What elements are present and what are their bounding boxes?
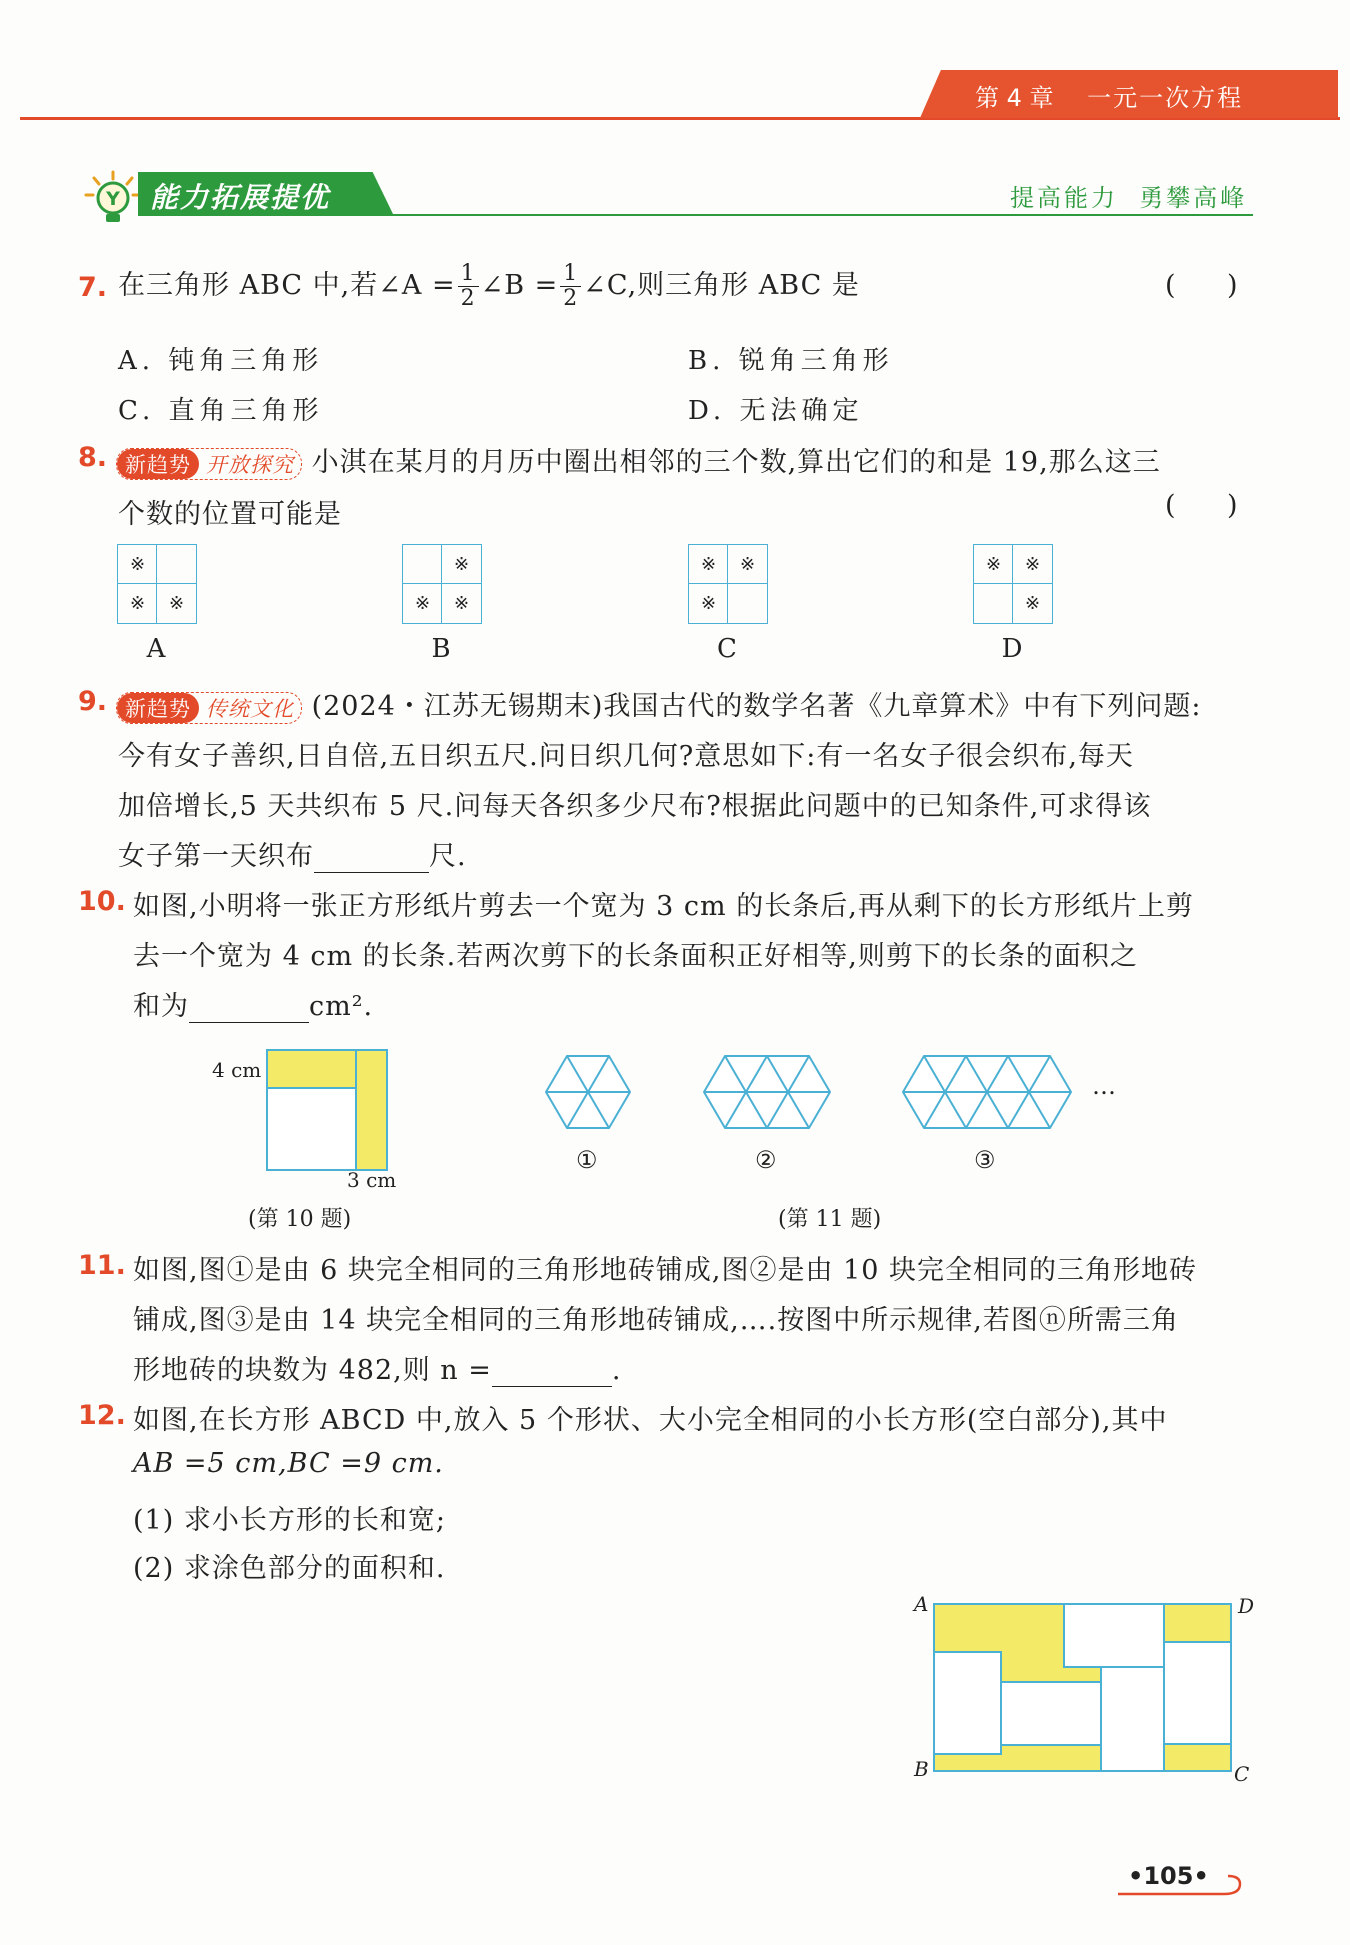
q8-grid-a[interactable] <box>117 544 197 624</box>
q11-line-1: 如图,图①是由 6 块完全相同的三角形地砖铺成,图②是由 10 块完全相同的三角形地砖 <box>133 1255 1198 1286</box>
q7-stem-mid: ∠B = <box>480 270 559 301</box>
q9-tag-topic: 传统文化 <box>206 696 294 721</box>
fig12-vertex-d: D <box>1238 1594 1255 1618</box>
q11-line-2: 铺成,图③是由 14 块完全相同的三角形地砖铺成,….按图中所示规律,若图ⓝ所需三角 <box>133 1305 1179 1336</box>
q10-line-2: 去一个宽为 4 cm 的长条.若两次剪下的长条面积正好相等,则剪下的长条的面积之 <box>133 941 1138 972</box>
q12-number: 12. <box>78 1400 126 1431</box>
q7-option-d[interactable]: D. 无法确定 <box>688 396 864 426</box>
q8-grid-b[interactable] <box>402 544 482 624</box>
q7-answer-paren[interactable]: ( ) <box>1165 270 1238 301</box>
q12-line-1: 如图,在长方形 ABCD 中,放入 5 个形状、大小完全相同的小长方形(空白部分),其中 <box>133 1405 1168 1436</box>
q9-line-2: 今有女子善织,日自倍,五日织五尺.问日织几何?意思如下:有一名女子很会织布,每天 <box>118 741 1134 772</box>
fig10-label-3cm: 3 cm <box>347 1168 397 1192</box>
fig12-vertex-b: B <box>914 1757 929 1781</box>
q7-fraction-1 <box>458 262 479 311</box>
q8-number: 8. <box>78 442 108 473</box>
q8-grid-label-a: A <box>146 634 166 664</box>
fig12-vertex-c: C <box>1234 1762 1250 1786</box>
q10-number: 10. <box>78 886 126 917</box>
q7-number: 7. <box>78 272 108 303</box>
q8-line-1 <box>116 440 1161 480</box>
q9-answer-blank[interactable] <box>314 842 429 873</box>
q8-tag-trend: 新趋势 <box>117 449 199 479</box>
q9-tag-trend: 新趋势 <box>117 693 199 723</box>
grid-mark: ※ <box>414 593 431 614</box>
q11-text-3-post: . <box>611 1355 622 1386</box>
q10-text-3-pre: 和为 <box>133 991 189 1022</box>
fig11-ellipsis: … <box>1092 1072 1116 1100</box>
q8-tag <box>116 448 302 480</box>
q7-frac2-numerator: 1 <box>560 262 581 287</box>
q10-text-3-post: cm². <box>309 991 374 1022</box>
q7-frac1-numerator: 1 <box>458 262 479 287</box>
q9-line-4 <box>118 834 467 873</box>
fig12-vertex-a: A <box>914 1592 929 1616</box>
q7-frac1-denominator: 2 <box>460 286 476 311</box>
grid-mark: ※ <box>453 554 470 575</box>
q11-text-3-pre: 形地砖的块数为 482,则 n = <box>133 1355 492 1386</box>
q8-grid-d[interactable] <box>973 544 1053 624</box>
fig11-label-2: ② <box>755 1146 777 1174</box>
fig11-label-1: ① <box>576 1146 598 1174</box>
q9-tag <box>116 692 302 724</box>
q7-stem <box>118 256 860 316</box>
svg-text:Y: Y <box>106 188 120 210</box>
q8-tag-topic: 开放探究 <box>206 452 294 477</box>
page-corner-arrow-icon <box>1116 1870 1246 1900</box>
q7-option-a[interactable]: A. 钝角三角形 <box>118 346 324 376</box>
fig11-label-3: ③ <box>974 1146 996 1174</box>
q8-answer-paren[interactable]: ( ) <box>1165 490 1238 521</box>
q7-stem-post: ∠C,则三角形 ABC 是 <box>583 270 860 301</box>
fig11-pattern-3 <box>902 1055 1072 1129</box>
q8-line-2: 个数的位置可能是 <box>118 499 342 530</box>
grid-mark: ※ <box>700 593 717 614</box>
q8-grid-label-c: C <box>717 634 737 664</box>
grid-mark: ※ <box>129 554 146 575</box>
grid-mark: ※ <box>985 554 1002 575</box>
q8-grid-label-d: D <box>1001 634 1023 664</box>
q9-text-1: (2024・江苏无锡期末)我国古代的数学名著《九章算术》中有下列问题: <box>311 691 1202 722</box>
q7-frac2-denominator: 2 <box>563 286 579 311</box>
q11-number: 11. <box>78 1250 126 1281</box>
q8-grid-label-b: B <box>431 634 451 664</box>
q9-text-4-pre: 女子第一天织布 <box>118 841 314 872</box>
q9-text-4-post: 尺. <box>429 841 467 872</box>
fig11-pattern-2 <box>703 1055 831 1129</box>
q10-line-3 <box>133 984 373 1023</box>
q7-option-b[interactable]: B. 锐角三角形 <box>688 346 894 376</box>
fig12-rectangle-diagram <box>930 1600 1235 1775</box>
q12-sub-question-1: (1) 求小长方形的长和宽; <box>133 1505 446 1536</box>
fig10-square-diagram <box>265 1048 390 1173</box>
grid-mark: ※ <box>700 554 717 575</box>
q8-grid-c[interactable] <box>688 544 768 624</box>
grid-mark: ※ <box>1024 554 1041 575</box>
fig10-caption: (第 10 题) <box>248 1207 352 1232</box>
fig10-label-4cm: 4 cm <box>212 1058 262 1082</box>
fig11-pattern-1 <box>545 1055 631 1129</box>
q9-line-1 <box>116 684 1201 724</box>
section-rule <box>138 214 1253 216</box>
q10-line-1: 如图,小明将一张正方形纸片剪去一个宽为 3 cm 的长条后,再从剩下的长方形纸片上剪 <box>133 891 1194 922</box>
grid-mark: ※ <box>129 593 146 614</box>
q7-fraction-2 <box>560 262 581 311</box>
chapter-label <box>975 78 1243 113</box>
q9-number: 9. <box>78 686 108 717</box>
q7-option-c[interactable]: C. 直角三角形 <box>118 396 324 426</box>
q11-line-3 <box>133 1348 621 1387</box>
section-slogan: 提高能力 勇攀高峰 <box>1010 184 1248 212</box>
grid-mark: ※ <box>168 593 185 614</box>
grid-mark: ※ <box>1024 593 1041 614</box>
section-title: 能力拓展提优 <box>150 181 331 214</box>
q8-text-1: 小淇在某月的月历中圈出相邻的三个数,算出它们的和是 19,那么这三 <box>311 447 1161 478</box>
grid-mark: ※ <box>739 554 756 575</box>
q10-answer-blank[interactable] <box>189 992 309 1023</box>
q12-line-2: AB =5 cm,BC =9 cm. <box>133 1448 444 1479</box>
q9-line-3: 加倍增长,5 天共织布 5 尺.问每天各织多少尺布?根据此问题中的已知条件,可求得该 <box>118 791 1152 822</box>
q7-stem-pre: 在三角形 ABC 中,若∠A = <box>118 270 456 301</box>
chapter-number: 第 4 章 <box>975 84 1054 112</box>
page-number: •105• <box>1128 1862 1209 1890</box>
q12-sub-question-2: (2) 求涂色部分的面积和. <box>133 1553 446 1584</box>
q11-answer-blank[interactable] <box>492 1356 612 1387</box>
grid-mark: ※ <box>453 593 470 614</box>
chapter-title: 一元一次方程 <box>1087 84 1244 112</box>
lightbulb-icon <box>80 168 146 226</box>
fig11-caption: (第 11 题) <box>778 1207 882 1232</box>
